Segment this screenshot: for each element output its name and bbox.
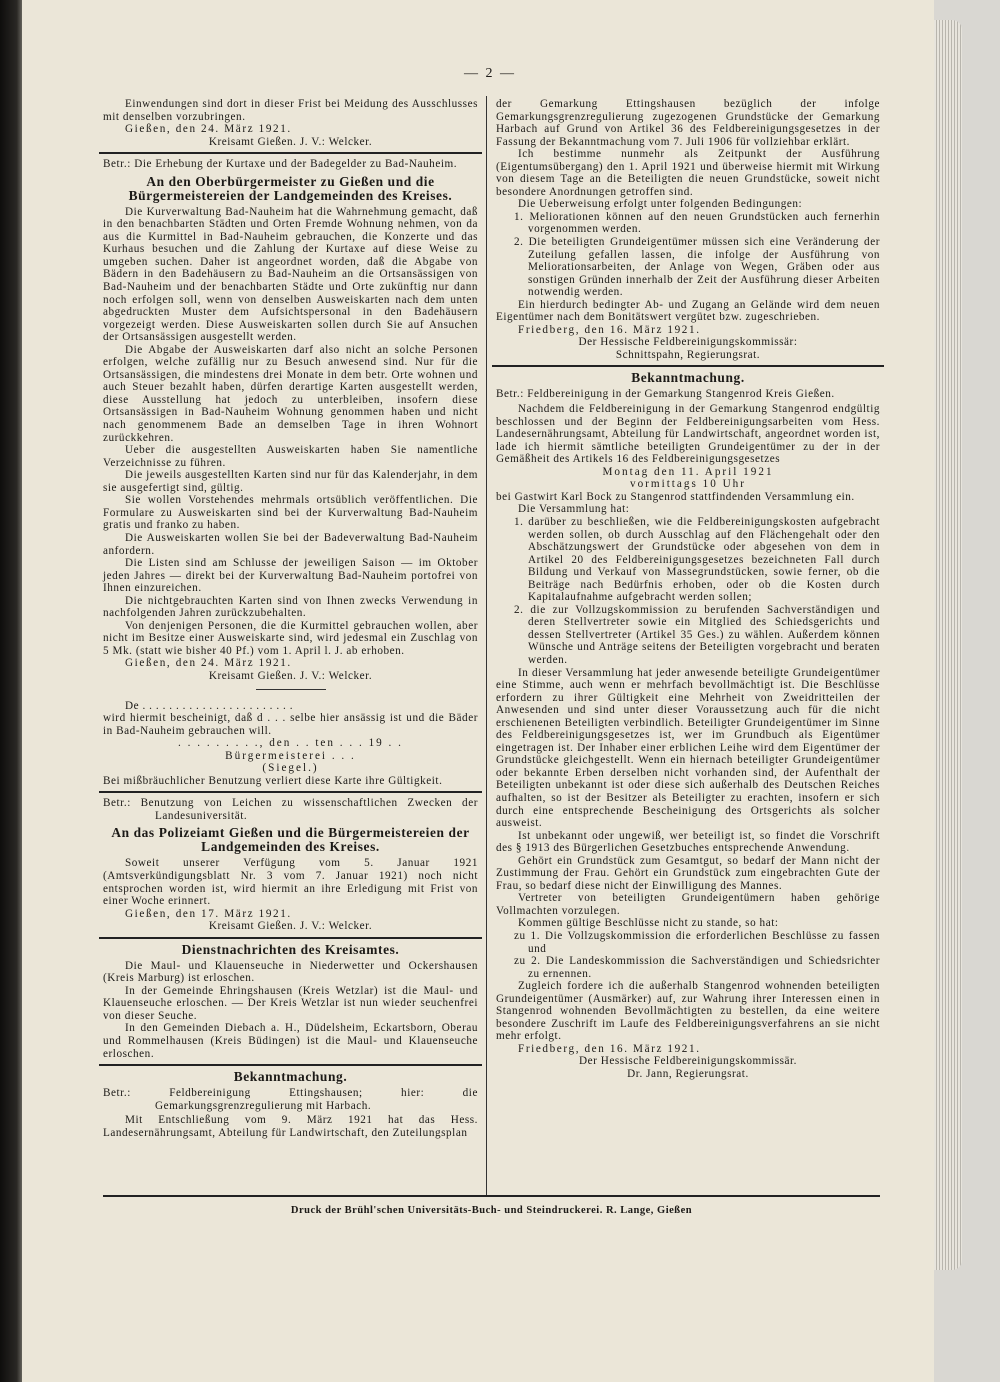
section-rule (99, 791, 482, 793)
subject-line: Betr.: Feldbereinigung Ettingshausen; hier: die Gemarkungsgrenzregulierung mit Harbach. (103, 1087, 478, 1112)
section-heading: Dienstnachrichten des Kreisamtes. (181, 941, 400, 957)
signature-line: Kreisamt Gießen. J. V.: Welcker. (208, 135, 373, 148)
section-heading: An den Oberbürgermeister zu Gießen und die Bürgermeistereien der Landgemeinden des Kreises. (128, 173, 453, 203)
paragraph: wird hiermit bescheinigt, daß d . . . selbe hier ansässig ist und die Bäder in Bad-Nauheim gebrauchen will. (103, 712, 478, 737)
paragraph: Die Versammlung hat: (518, 503, 630, 516)
paragraph: Ueber die ausgestellten Ausweiskarten haben Sie namentliche Verzeichnisse zu führen. (103, 444, 478, 469)
paragraph: Zugleich fordere ich die außerhalb Stangenrod wohnenden beteiligten Grundeigentümer (Ausmärker) auf, zur Wahrung ihrer Interessen einen in Stangenrod wohnenden Bevollmächtigten zu bestellen, da eine weitere besondere Zuschrift im Laufe des Feldbereinigungsverfahrens an sie nicht mehr erfolgt. (496, 980, 880, 1043)
paragraph: Kommen gültige Beschlüsse nicht zu stande, so hat: (518, 917, 779, 930)
paragraph: bei Gastwirt Karl Bock zu Stangenrod stattfindenden Versammlung ein. (496, 490, 855, 503)
list-item: zu 1. Die Vollzugskommission die erforderlichen Beschlüsse zu fassen und (514, 930, 880, 955)
paragraph: der Gemarkung Ettingshausen bezüglich der infolge Gemarkungsgrenzregulierung zugezogenen Grundstücke der Gemarkung Harbach auf Grund von Artikel 36 des Feldbereinigungsgesetzes in der Fassung der Bekanntmachung vom 7. Juli 1906 für vollziehbar erklärt. (496, 98, 880, 148)
subject-line: Betr.: Benutzung von Leichen zu wissenschaftlichen Zwecken der Landesuniversität. (103, 797, 478, 822)
paragraph: Die Maul- und Klauenseuche in Niederwetter und Ockershausen (Kreis Marburg) ist erloschen. (103, 959, 478, 985)
paragraph: Die jeweils ausgestellten Karten sind nur für das Kalenderjahr, in dem sie ausgefertigt sind, gültig. (103, 469, 478, 494)
paragraph: Sie wollen Vorstehendes mehrmals ortsüblich veröffentlichen. Die Formulare zu Ausweiskarten sind bei der Kurverwaltung Bad-Nauheim gratis und franko zu haben. (103, 494, 478, 532)
footer-rule (103, 1195, 880, 1197)
list-item: 1. Meliorationen können auf den neuen Grundstücken auch fernerhin vorgenommen werden. (514, 210, 880, 236)
section-rule (99, 1064, 482, 1066)
section-heading: An das Polizeiamt Gießen und die Bürgermeistereien der Landgemeinden des Kreises. (111, 825, 470, 855)
date-line: Gießen, den 24. März 1921. (125, 657, 292, 670)
paragraph: Von denjenigen Personen, die die Kurmittel gebrauchen wollen, aber nicht im Besitze einer Ausweiskarte sind, wird jedesmal ein Zuschlag von 5 Mk. (statt wie bisher 40 Pf.) vom 1. April l. J. ab erhoben. (103, 619, 478, 657)
paragraph: Soweit unserer Verfügung vom 5. Januar 1921 (Amtsverkündigungsblatt Nr. 3 vom 7. Januar 1921) noch nicht entsprochen worden ist, wird hiermit an ihre Erledigung mit Frist von einer Woche erinnert. (103, 857, 478, 908)
paragraph: Die Ausweiskarten wollen Sie bei der Badeverwaltung Bad-Nauheim anfordern. (103, 531, 478, 557)
paragraph: Die Ueberweisung erfolgt unter folgenden Bedingungen: (518, 198, 803, 211)
section-rule (99, 937, 482, 939)
section-heading: Bekanntmachung. (631, 370, 745, 386)
paragraph: Ein hierdurch bedingter Ab- und Zugang an Gelände wird dem neuen Eigentümer nach dem Bonitätswert vergütet bzw. zugeschrieben. (496, 298, 880, 324)
page-stack-edge (930, 20, 962, 1270)
list-item: 2. Die beteiligten Grundeigentümer müssen sich eine Veränderung der Zuteilung gefallen lassen, die infolge der Ausführung von Meliorationsarbeiten, der Anlage von Wegen, Gräben oder aus sonstigen Gründen innerhalb der Zeit der Ausführung dieser Arbeiten notwendig werden. (514, 236, 880, 299)
printer-imprint: Druck der Brühl'schen Universitäts-Buch- und Steindruckerei. R. Lange, Gießen (290, 1205, 693, 1216)
date-line: Gießen, den 24. März 1921. (125, 123, 292, 136)
paragraph: De . . . . . . . . . . . . . . . . . . . . . . . (125, 699, 294, 712)
paragraph: In den Gemeinden Diebach a. H., Düdelsheim, Eckartsborn, Oberau und Rommelhausen (Kreis Büdingen) ist die Maul- und Klauenseuche erloschen. (103, 1022, 478, 1060)
paragraph: Gehört ein Grundstück zum Gesamtgut, so bedarf der Mann nicht der Zustimmung der Frau. Gehört ein Grundstück zum eingebrachten Gute der Frau, so bedarf diese nicht der Einwilligung des Mannes. (496, 854, 880, 892)
paragraph: Die Abgabe der Ausweiskarten darf also nicht an solche Personen erfolgen, welche zufällig nur zu Besuch anwesend sind. Nur für die Ortsansässigen, die mindestens drei Monate in dem betr. Orte wohnen und auch Steuer bezahlt haben, dürfen derartige Karten ausgestellt werden, diese Ausstellung hat jedoch zu unterbleiben, insofern diese Ortsansässigen in Bad-Nauheim Wohnung genommen haben und nicht nach genommenem Bade an demselben Tage in ihren Wohnort zurückkehren. (103, 343, 478, 444)
left-column (103, 98, 478, 1139)
paragraph: Ist unbekannt oder ungewiß, wer beteiligt ist, so findet die Vorschrift des § 1913 des Bürgerlichen Gesetzbuches entsprechende Anwendung. (496, 829, 880, 855)
centered-line: vormittags 10 Uhr (629, 478, 747, 491)
paragraph: Die Kurverwaltung Bad-Nauheim hat die Wahrnehmung gemacht, daß in den benachbarten Städten und Orten Fremde Wohnung nehmen, von da aus die Kurmittel in Bad-Nauheim gebrauchen, die Konzerte und das Kurhaus besuchen und die Zahlung der Kurtaxe auf diese Weise zu umgeben suchen. Daher ist angeordnet worden, daß die Abgabe von Bädern in den Badehäusern zu Bad-Nauheim an die Ortsansässigen von Bad-Nauheim und der benachbarten Städte und Orte zukünftig nur dann noch erfolgen soll, wenn von denselben Ausweiskarten nach dem unten abgedruckten Muster dem Aufsichtspersonal in den Badehäusern vorgezeigt werden. Diese Ausweiskarten sollen durch Sie auf Ansuchen der Ortsansässigen ausgestellt werden. (103, 205, 478, 344)
paragraph: Mit Entschließung vom 9. März 1921 hat das Hess. Landesernährungsamt, Abteilung für Landwirtschaft, den Zuteilungsplan (103, 1114, 478, 1139)
page-number: — 2 — (464, 66, 516, 81)
paragraph: Ich bestimme nunmehr als Zeitpunkt der Ausführung (Eigentumsübergang) den 1. April 1921 und überweise hiermit mit Wirkung von diesem Tage an die Beteiligten die neuen Grundstücke, soweit nicht besondere Anordnungen getroffen sind. (496, 148, 880, 198)
signature-line: Der Hessische Feldbereinigungskommissär: (578, 336, 798, 349)
signature-line: Dr. Jann, Regierungsrat. (627, 1068, 749, 1081)
subject-line: Betr.: Die Erhebung der Kurtaxe und der Badegelder zu Bad-Nauheim. (103, 158, 458, 171)
paragraph: Die Listen sind am Schlusse der jeweiligen Saison — im Oktober jeden Jahres — direkt bei der Kurverwaltung Bad-Nauheim portofrei von Ihnen einzureichen. (103, 557, 478, 595)
centered-line: Montag den 11. April 1921 (602, 465, 774, 478)
paragraph: Nachdem die Feldbereinigung in der Gemarkung Stangenrod endgültig beschlossen und der Beginn der Feldbereinigungsarbeiten vom Hess. Landesernährungsamt, Abteilung für Landwirtschaft, angeordnet worden ist, lade ich hiermit sämtliche beteiligten Grundeigentümer zu der in der Gemäßheit des Artikels 16 des Feldbereinigungsgesetzes (496, 403, 880, 466)
column-divider (486, 96, 487, 1196)
signature-line: Kreisamt Gießen. J. V.: Welcker. (208, 669, 373, 682)
list-item: 2. die zur Vollzugskommission zu berufenden Sachverständigen und deren Stellvertreter sowie ein Mitglied des Schiedsgerichts und dessen Stellvertreter (Artikel 35 Ges.) zu wählen. Außerdem können Wünsche und Anträge seitens der Beteiligten vorgebracht und beraten werden. (514, 603, 880, 666)
signature-line: Der Hessische Feldbereinigungskommissär. (578, 1055, 798, 1068)
centered-line: (Siegel.) (262, 762, 319, 775)
list-item: zu 2. Die Landeskommission die Sachverständigen und Schiedsrichter zu ernennen. (514, 955, 880, 980)
right-column (496, 98, 880, 1081)
section-heading: Bekanntmachung. (233, 1069, 348, 1085)
paragraph: In dieser Versammlung hat jeder anwesende beteiligte Grundeigentümer eine Stimme, auch wenn er mehrfach bevollmächtigt ist. Die Beschlüsse erfordern zu ihrer Gültigkeit eine Mehrheit von Zweidritteilen der Anwesenden und sind unter dieser Voraussetzung auch für die nicht erschienenen Beteiligten verbindlich. Beteiligter Grundeigentümer im Sinne des Feldbereinigungsgesetzes ist, wer im Grundbuch als Eigentümer eingetragen ist. Der Inhaber einer erblichen Leihe wird dem Eigentümer der Grundstücke gleichgestellt. Wenn ein hiernach beteiligter Grundeigentümer oder bekannte Erben derselben nicht vorhanden sind, der Aufenthalt der Beteiligten unbekannt ist oder diese sich außerhalb des Deutschen Reiches aufhalten, so ist der Besitzer als Beteiligter zu erachten, insofern er sich durch eine entsprechende Bescheinigung des Ortsgerichts als solcher ausweist. (496, 666, 880, 830)
section-rule (492, 365, 884, 367)
paragraph: Die nichtgebrauchten Karten sind von Ihnen zwecks Verwendung in nachfolgenden Jahren zurückzubehalten. (103, 594, 478, 620)
paragraph: Bei mißbräuchlicher Benutzung verliert diese Karte ihre Gültigkeit. (103, 774, 443, 787)
paragraph: In der Gemeinde Ehringshausen (Kreis Wetzlar) ist die Maul- und Klauenseuche erloschen. — Der Kreis Wetzlar ist nun wieder seuchenfrei von dieser Seuche. (103, 984, 478, 1022)
date-line: Friedberg, den 16. März 1921. (518, 323, 701, 336)
book-binding (0, 0, 24, 1382)
paragraph: Einwendungen sind dort in dieser Frist bei Meidung des Ausschlusses mit denselben vorzubringen. (103, 98, 478, 123)
short-rule (256, 689, 326, 690)
centered-line: Bürgermeisterei . . . (225, 749, 356, 762)
centered-line: . . . . . . . . ., den . . ten . . . 19 . . (178, 737, 403, 750)
date-line: Friedberg, den 16. März 1921. (518, 1042, 701, 1055)
list-item: 1. darüber zu beschließen, wie die Feldbereinigungskosten aufgebracht werden sollen, ob durch Ausschlag auf den Flächengehalt oder den Abschätzungswert der Grundstücke oder abgesehen von dem in Artikel 20 des Feldbereinigungsgesetzes bezeichneten Fall durch Bildung und Verkauf von Massegrundstücken, sowie ferner, ob die Beiträge nach Bedürfnis erhoben, oder ob die Kosten durch Kapitalaufnahme aufgebracht werden sollen; (514, 515, 880, 604)
date-line: Gießen, den 17. März 1921. (125, 907, 292, 920)
signature-line: Kreisamt Gießen. J. V.: Welcker. (208, 920, 373, 933)
section-rule (99, 152, 482, 154)
paragraph: Vertreter von beteiligten Grundeigentümern haben gehörige Vollmachten vorzulegen. (496, 892, 880, 917)
signature-line: Schnittspahn, Regierungsrat. (615, 348, 761, 361)
subject-line: Betr.: Feldbereinigung in der Gemarkung Stangenrod Kreis Gießen. (496, 388, 835, 401)
